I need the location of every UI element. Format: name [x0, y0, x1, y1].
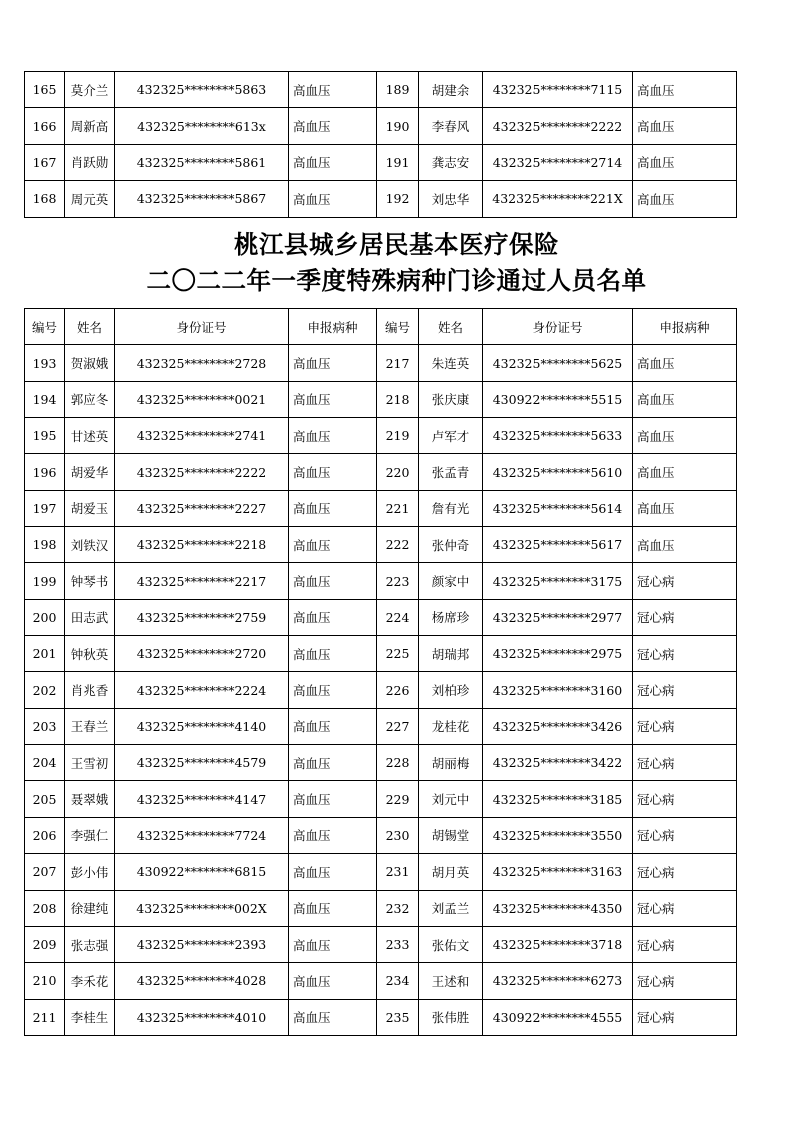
disease: 冠心病 [633, 817, 737, 853]
table-row [25, 345, 737, 381]
table-row [25, 181, 737, 217]
id-number: 432325********2759 [115, 599, 289, 635]
disease: 高血压 [633, 108, 737, 144]
row-number: 165 [25, 72, 65, 108]
id-number: 430922********5515 [483, 381, 633, 417]
person-name: 胡建余 [419, 72, 483, 108]
disease: 高血压 [633, 527, 737, 563]
id-number: 432325********5614 [483, 490, 633, 526]
person-name: 胡丽梅 [419, 745, 483, 781]
patient-list-table [24, 308, 737, 1036]
disease: 高血压 [289, 854, 377, 890]
person-name: 肖兆香 [65, 672, 115, 708]
header-id-number: 身份证号 [115, 309, 289, 345]
row-number: 203 [25, 708, 65, 744]
table-row [25, 926, 737, 962]
disease: 高血压 [289, 999, 377, 1035]
person-name: 刘铁汉 [65, 527, 115, 563]
person-name: 刘孟兰 [419, 890, 483, 926]
disease: 高血压 [289, 144, 377, 180]
row-number: 233 [377, 926, 419, 962]
table-header-row [25, 309, 737, 345]
person-name: 甘述英 [65, 418, 115, 454]
table-row [25, 381, 737, 417]
person-name: 田志武 [65, 599, 115, 635]
row-number: 207 [25, 854, 65, 890]
row-number: 193 [25, 345, 65, 381]
id-number: 432325********5861 [115, 144, 289, 180]
table-row [25, 599, 737, 635]
person-name: 莫介兰 [65, 72, 115, 108]
person-name: 胡瑞邦 [419, 636, 483, 672]
row-number: 191 [377, 144, 419, 180]
person-name: 肖跃勋 [65, 144, 115, 180]
table-row [25, 817, 737, 853]
id-number: 432325********3185 [483, 781, 633, 817]
disease: 高血压 [633, 381, 737, 417]
row-number: 197 [25, 490, 65, 526]
person-name: 刘柏珍 [419, 672, 483, 708]
disease: 冠心病 [633, 781, 737, 817]
id-number: 432325********3550 [483, 817, 633, 853]
table-row [25, 144, 737, 180]
disease: 高血压 [289, 781, 377, 817]
table-row [25, 999, 737, 1035]
id-number: 432325********2224 [115, 672, 289, 708]
row-number: 227 [377, 708, 419, 744]
id-number: 432325********5863 [115, 72, 289, 108]
row-number: 205 [25, 781, 65, 817]
disease: 高血压 [289, 527, 377, 563]
disease: 高血压 [289, 418, 377, 454]
person-name: 张佑文 [419, 926, 483, 962]
id-number: 432325********4350 [483, 890, 633, 926]
person-name: 卢军才 [419, 418, 483, 454]
id-number: 432325********2222 [483, 108, 633, 144]
disease: 高血压 [289, 745, 377, 781]
person-name: 李禾花 [65, 963, 115, 999]
person-name: 胡月英 [419, 854, 483, 890]
person-name: 颜家中 [419, 563, 483, 599]
id-number: 432325********2975 [483, 636, 633, 672]
person-name: 胡爱华 [65, 454, 115, 490]
disease: 高血压 [633, 181, 737, 217]
disease: 冠心病 [633, 636, 737, 672]
row-number: 229 [377, 781, 419, 817]
disease: 冠心病 [633, 708, 737, 744]
person-name: 李桂生 [65, 999, 115, 1035]
id-number: 432325********4140 [115, 708, 289, 744]
person-name: 贺淑娥 [65, 345, 115, 381]
table-row [25, 963, 737, 999]
header-disease: 申报病种 [289, 309, 377, 345]
table-row [25, 418, 737, 454]
id-number: 432325********221X [483, 181, 633, 217]
row-number: 206 [25, 817, 65, 853]
row-number: 189 [377, 72, 419, 108]
table-row [25, 490, 737, 526]
row-number: 221 [377, 490, 419, 526]
person-name: 彭小伟 [65, 854, 115, 890]
person-name: 张伟胜 [419, 999, 483, 1035]
id-number: 432325********2393 [115, 926, 289, 962]
id-number: 432325********2977 [483, 599, 633, 635]
person-name: 周新高 [65, 108, 115, 144]
table-row [25, 527, 737, 563]
row-number: 211 [25, 999, 65, 1035]
person-name: 徐建纯 [65, 890, 115, 926]
id-number: 432325********7724 [115, 817, 289, 853]
disease: 高血压 [633, 345, 737, 381]
header-number: 编号 [25, 309, 65, 345]
row-number: 167 [25, 144, 65, 180]
id-number: 430922********6815 [115, 854, 289, 890]
id-number: 432325********4010 [115, 999, 289, 1035]
row-number: 168 [25, 181, 65, 217]
row-number: 210 [25, 963, 65, 999]
person-name: 龚志安 [419, 144, 483, 180]
person-name: 张仲奇 [419, 527, 483, 563]
person-name: 李春风 [419, 108, 483, 144]
id-number: 432325********002X [115, 890, 289, 926]
id-number: 432325********5617 [483, 527, 633, 563]
table-row [25, 672, 737, 708]
disease: 高血压 [289, 345, 377, 381]
table-row [25, 890, 737, 926]
disease: 高血压 [289, 108, 377, 144]
table-row [25, 454, 737, 490]
row-number: 209 [25, 926, 65, 962]
disease: 高血压 [289, 708, 377, 744]
disease: 高血压 [633, 454, 737, 490]
disease: 冠心病 [633, 672, 737, 708]
disease: 高血压 [633, 418, 737, 454]
id-number: 432325********3718 [483, 926, 633, 962]
row-number: 196 [25, 454, 65, 490]
disease: 高血压 [289, 490, 377, 526]
row-number: 228 [377, 745, 419, 781]
table-row [25, 108, 737, 144]
row-number: 201 [25, 636, 65, 672]
row-number: 204 [25, 745, 65, 781]
table-row [25, 708, 737, 744]
disease: 高血压 [633, 490, 737, 526]
id-number: 432325********2227 [115, 490, 289, 526]
row-number: 166 [25, 108, 65, 144]
row-number: 222 [377, 527, 419, 563]
id-number: 432325********2222 [115, 454, 289, 490]
person-name: 钟秋英 [65, 636, 115, 672]
document-title-line1: 桃江县城乡居民基本医疗保险 [234, 230, 559, 259]
person-name: 钟琴书 [65, 563, 115, 599]
person-name: 刘元中 [419, 781, 483, 817]
person-name: 张志强 [65, 926, 115, 962]
row-number: 220 [377, 454, 419, 490]
row-number: 192 [377, 181, 419, 217]
id-number: 432325********5867 [115, 181, 289, 217]
disease: 高血压 [289, 890, 377, 926]
person-name: 詹有光 [419, 490, 483, 526]
id-number: 432325********4147 [115, 781, 289, 817]
id-number: 432325********2714 [483, 144, 633, 180]
document-title-line2: 二〇二二年一季度特殊病种门诊通过人员名单 [146, 266, 647, 295]
id-number: 432325********3426 [483, 708, 633, 744]
table-row [25, 854, 737, 890]
id-number: 432325********2217 [115, 563, 289, 599]
disease: 高血压 [633, 72, 737, 108]
disease: 高血压 [289, 599, 377, 635]
id-number: 432325********2720 [115, 636, 289, 672]
id-number: 432325********2728 [115, 345, 289, 381]
row-number: 200 [25, 599, 65, 635]
id-number: 432325********2218 [115, 527, 289, 563]
id-number: 432325********3160 [483, 672, 633, 708]
id-number: 432325********0021 [115, 381, 289, 417]
header-id-number: 身份证号 [483, 309, 633, 345]
row-number: 217 [377, 345, 419, 381]
person-name: 聂翠娥 [65, 781, 115, 817]
row-number: 198 [25, 527, 65, 563]
id-number: 432325********6273 [483, 963, 633, 999]
disease: 高血压 [289, 963, 377, 999]
disease: 高血压 [289, 672, 377, 708]
person-name: 周元英 [65, 181, 115, 217]
row-number: 230 [377, 817, 419, 853]
person-name: 王春兰 [65, 708, 115, 744]
disease: 冠心病 [633, 890, 737, 926]
disease: 高血压 [289, 181, 377, 217]
person-name: 胡爱玉 [65, 490, 115, 526]
row-number: 202 [25, 672, 65, 708]
disease: 高血压 [289, 926, 377, 962]
disease: 冠心病 [633, 926, 737, 962]
header-number: 编号 [377, 309, 419, 345]
table-row [25, 745, 737, 781]
disease: 冠心病 [633, 999, 737, 1035]
person-name: 刘忠华 [419, 181, 483, 217]
id-number: 432325********5625 [483, 345, 633, 381]
row-number: 199 [25, 563, 65, 599]
row-number: 235 [377, 999, 419, 1035]
id-number: 432325********3163 [483, 854, 633, 890]
person-name: 胡锡堂 [419, 817, 483, 853]
row-number: 231 [377, 854, 419, 890]
id-number: 432325********5610 [483, 454, 633, 490]
row-number: 218 [377, 381, 419, 417]
disease: 高血压 [289, 636, 377, 672]
disease: 冠心病 [633, 745, 737, 781]
row-number: 208 [25, 890, 65, 926]
header-name: 姓名 [419, 309, 483, 345]
row-number: 226 [377, 672, 419, 708]
id-number: 432325********7115 [483, 72, 633, 108]
person-name: 朱连英 [419, 345, 483, 381]
person-name: 李强仁 [65, 817, 115, 853]
disease: 冠心病 [633, 599, 737, 635]
row-number: 232 [377, 890, 419, 926]
person-name: 王述和 [419, 963, 483, 999]
id-number: 432325********4579 [115, 745, 289, 781]
disease: 高血压 [289, 817, 377, 853]
row-number: 219 [377, 418, 419, 454]
disease: 冠心病 [633, 963, 737, 999]
person-name: 张孟青 [419, 454, 483, 490]
disease: 高血压 [289, 72, 377, 108]
person-name: 龙桂花 [419, 708, 483, 744]
id-number: 430922********4555 [483, 999, 633, 1035]
disease: 高血压 [289, 563, 377, 599]
row-number: 223 [377, 563, 419, 599]
id-number: 432325********3422 [483, 745, 633, 781]
row-number: 190 [377, 108, 419, 144]
row-number: 234 [377, 963, 419, 999]
id-number: 432325********613x [115, 108, 289, 144]
disease: 冠心病 [633, 563, 737, 599]
previous-page-table [24, 71, 737, 218]
header-disease: 申报病种 [633, 309, 737, 345]
person-name: 杨席珍 [419, 599, 483, 635]
person-name: 张庆康 [419, 381, 483, 417]
row-number: 194 [25, 381, 65, 417]
table-row [25, 563, 737, 599]
table-row [25, 636, 737, 672]
id-number: 432325********3175 [483, 563, 633, 599]
disease: 高血压 [289, 381, 377, 417]
row-number: 225 [377, 636, 419, 672]
row-number: 224 [377, 599, 419, 635]
id-number: 432325********2741 [115, 418, 289, 454]
header-name: 姓名 [65, 309, 115, 345]
table-row [25, 72, 737, 108]
id-number: 432325********4028 [115, 963, 289, 999]
table-row [25, 781, 737, 817]
row-number: 195 [25, 418, 65, 454]
disease: 高血压 [633, 144, 737, 180]
person-name: 王雪初 [65, 745, 115, 781]
disease: 高血压 [289, 454, 377, 490]
id-number: 432325********5633 [483, 418, 633, 454]
person-name: 郭应冬 [65, 381, 115, 417]
disease: 冠心病 [633, 854, 737, 890]
